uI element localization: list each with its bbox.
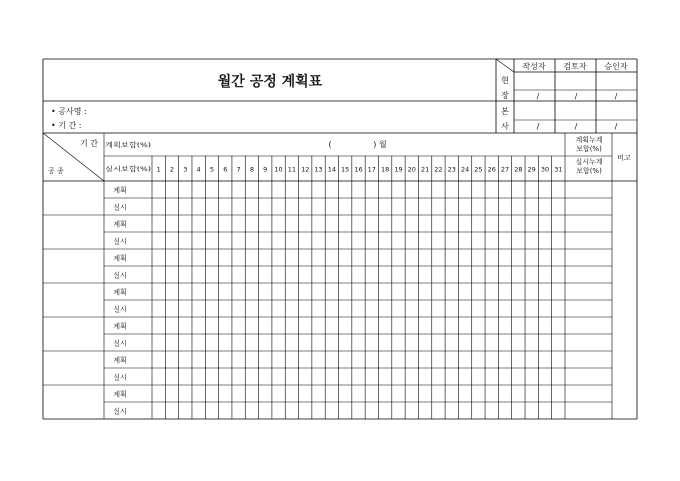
day-16: 16 (354, 165, 363, 174)
site-writer-date: / (536, 92, 540, 101)
day-6: 6 (223, 165, 228, 174)
month-open: ( (328, 140, 332, 149)
site-label-2: 장 (501, 91, 509, 100)
day-11: 11 (287, 165, 297, 174)
schedule-grid (43, 133, 637, 419)
day-2: 2 (169, 165, 175, 174)
day-10: 10 (274, 165, 283, 174)
row-actual-label: 실시 (113, 339, 127, 348)
row-actual-label: 실시 (113, 407, 127, 416)
day-25: 25 (474, 165, 483, 174)
approval-date-slashes (537, 92, 618, 131)
day-4: 4 (196, 165, 201, 174)
day-13: 13 (314, 165, 323, 174)
day-18: 18 (381, 165, 390, 174)
month-close: ) 월 (373, 140, 387, 149)
day-5: 5 (209, 165, 215, 174)
row-actual-label: 실시 (113, 271, 127, 280)
day-number-row (157, 166, 563, 174)
plan-actual-labels (113, 186, 127, 416)
form-title: 월간 공정 계획표 (217, 74, 323, 90)
day-26: 26 (487, 165, 496, 174)
day-22: 22 (434, 165, 443, 174)
day-17: 17 (367, 165, 376, 174)
hq-reviewer-date: / (574, 122, 578, 131)
period-label: • 기 간 : (51, 121, 82, 130)
day-8: 8 (249, 165, 254, 174)
hq-label-1: 본 (501, 107, 509, 116)
row-plan-label: 계획 (113, 356, 127, 365)
row-actual-label: 실시 (113, 237, 127, 246)
day-21: 21 (420, 165, 430, 174)
site-reviewer-date: / (574, 92, 578, 101)
row-plan-label: 계획 (113, 288, 127, 297)
day-12: 12 (301, 165, 310, 174)
header-work-type: 공 종 (48, 167, 64, 175)
cum-actual-header-1: 실시누계 (575, 158, 603, 166)
day-30: 30 (540, 165, 550, 174)
plan-ratio-header: 계획보합(%) (105, 141, 142, 149)
form-frame (43, 59, 637, 419)
remarks-header: 비고 (617, 154, 631, 162)
day-27: 27 (500, 165, 510, 174)
row-actual-label: 실시 (113, 373, 127, 382)
cum-plan-header-1: 계획누계 (575, 136, 603, 144)
day-3: 3 (183, 165, 188, 174)
hq-label-2: 사 (501, 122, 509, 131)
day-23: 23 (447, 165, 456, 174)
row-plan-label: 계획 (113, 254, 127, 263)
day-7: 7 (236, 165, 241, 174)
day-15: 15 (341, 165, 350, 174)
role-writer: 작성자 (522, 62, 546, 71)
day-20: 20 (407, 165, 416, 174)
hq-writer-date: / (536, 122, 540, 131)
day-29: 29 (527, 165, 536, 174)
row-plan-label: 계획 (113, 186, 127, 195)
site-approver-date: / (614, 92, 618, 101)
cum-actual-header-2: 보합(%) (576, 167, 602, 175)
actual-ratio-header: 실시보합(%) (105, 165, 142, 173)
role-reviewer: 검토자 (563, 62, 587, 71)
day-1: 1 (156, 165, 161, 174)
cum-plan-header-2: 보합(%) (576, 145, 602, 153)
day-19: 19 (394, 165, 403, 174)
hq-approver-date: / (614, 122, 618, 131)
site-label-1: 현 (501, 76, 509, 85)
row-actual-label: 실시 (113, 203, 127, 212)
row-plan-label: 계획 (113, 390, 127, 399)
role-approver: 승인자 (604, 62, 628, 71)
day-14: 14 (327, 165, 336, 174)
day-9: 9 (263, 165, 268, 174)
day-24: 24 (460, 165, 470, 174)
project-name-label: • 공사명 : (51, 107, 87, 116)
row-actual-label: 실시 (113, 305, 127, 314)
day-28: 28 (514, 165, 523, 174)
header-period: 기 간 (80, 139, 98, 148)
day-31: 31 (554, 165, 563, 174)
row-plan-label: 계획 (113, 322, 127, 331)
row-plan-label: 계획 (113, 220, 127, 229)
